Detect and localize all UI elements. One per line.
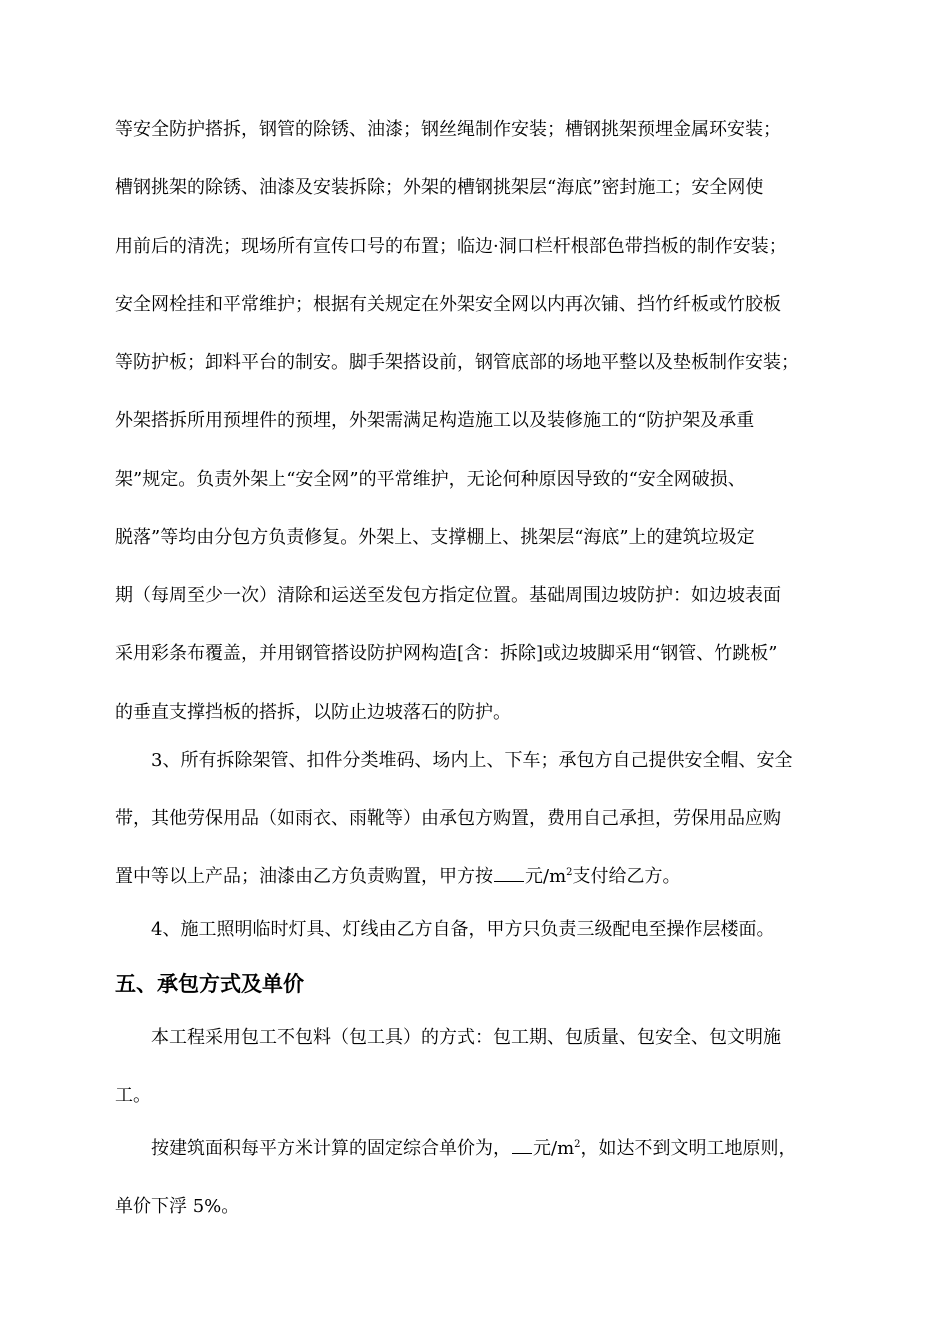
unit-price-text-end: ，如达不到文明工地原则， — [580, 1138, 797, 1159]
paragraph-line: 安全网栓挂和平常维护；根据有关规定在外架安全网以内再次铺、挡竹纤板或竹胶板 — [115, 294, 781, 315]
price-blank — [512, 1139, 532, 1154]
unit-text: 元/m — [525, 866, 567, 887]
paragraph-line: 槽钢挑架的除锈、油漆及安装拆除；外架的槽钢挑架层“海底”密封施工；安全网使 — [115, 177, 764, 198]
item-3-line-2: 带，其他劳保用品（如雨衣、雨靴等）由承包方购置，费用自己承担，劳保用品应购 — [115, 808, 781, 829]
paragraph-line: 架”规定。负责外架上“安全网”的平常维护，无论何种原因导致的“安全网破损、 — [115, 469, 746, 490]
paragraph-line: 等防护板；卸料平台的制安。脚手架搭设前，钢管底部的场地平整以及垫板制作安装； — [115, 352, 799, 373]
item-3-text: 置中等以上产品；油漆由乙方负责购置，甲方按 — [115, 866, 493, 887]
paragraph-line: 的垂直支撑挡板的搭拆，以防止边坡落石的防护。 — [115, 702, 511, 723]
paragraph-line: 脱落”等均由分包方负责修复。外架上、支撑棚上、挑架层“海底”上的建筑垃圾定 — [115, 527, 755, 548]
section-5-para-2-line-1 — [151, 1137, 850, 1161]
paragraph-line: 采用彩条布覆盖，并用钢管搭设防护网构造[含：拆除]或边坡脚采用“钢管、竹跳板” — [115, 643, 778, 664]
unit-text: 元/m — [533, 1138, 575, 1159]
paragraph-line: 期（每周至少一次）清除和运送至发包方指定位置。基础周围边坡防护：如边坡表面 — [115, 585, 781, 606]
item-4: 4、施工照明临时灯具、灯线由乙方自备，甲方只负责三级配电至操作层楼面。 — [151, 919, 775, 940]
item-3-line-3 — [115, 865, 850, 889]
paragraph-line: 用前后的清洗；现场所有宣传口号的布置；临边·洞口栏杆根部色带挡板的制作安装； — [115, 236, 787, 257]
section-5-para-1-line-2: 工。 — [115, 1085, 151, 1106]
unit-superscript: 2 — [574, 1139, 581, 1150]
section-heading: 五、承包方式及单价 — [115, 972, 304, 996]
item-3-text-end: 支付给乙方。 — [572, 866, 681, 887]
unit-superscript: 2 — [566, 867, 573, 878]
item-3-line-1: 3、所有拆除架管、扣件分类堆码、场内上、下车；承包方自己提供安全帽、安全 — [151, 750, 793, 771]
section-5-para-1-line-1: 本工程采用包工不包料（包工具）的方式：包工期、包质量、包安全、包文明施 — [151, 1027, 781, 1048]
paragraph-line: 外架搭拆所用预埋件的预埋，外架需满足构造施工以及装修施工的“防护架及承重 — [115, 410, 755, 431]
paragraph-line: 等安全防护搭拆，钢管的除锈、油漆；钢丝绳制作安装；槽钢挑架预埋金属环安装； — [115, 119, 781, 140]
unit-price-text: 按建筑面积每平方米计算的固定综合单价为， — [151, 1138, 511, 1159]
price-blank — [494, 867, 524, 882]
section-5-para-2-line-2: 单价下浮 5%。 — [115, 1196, 240, 1217]
